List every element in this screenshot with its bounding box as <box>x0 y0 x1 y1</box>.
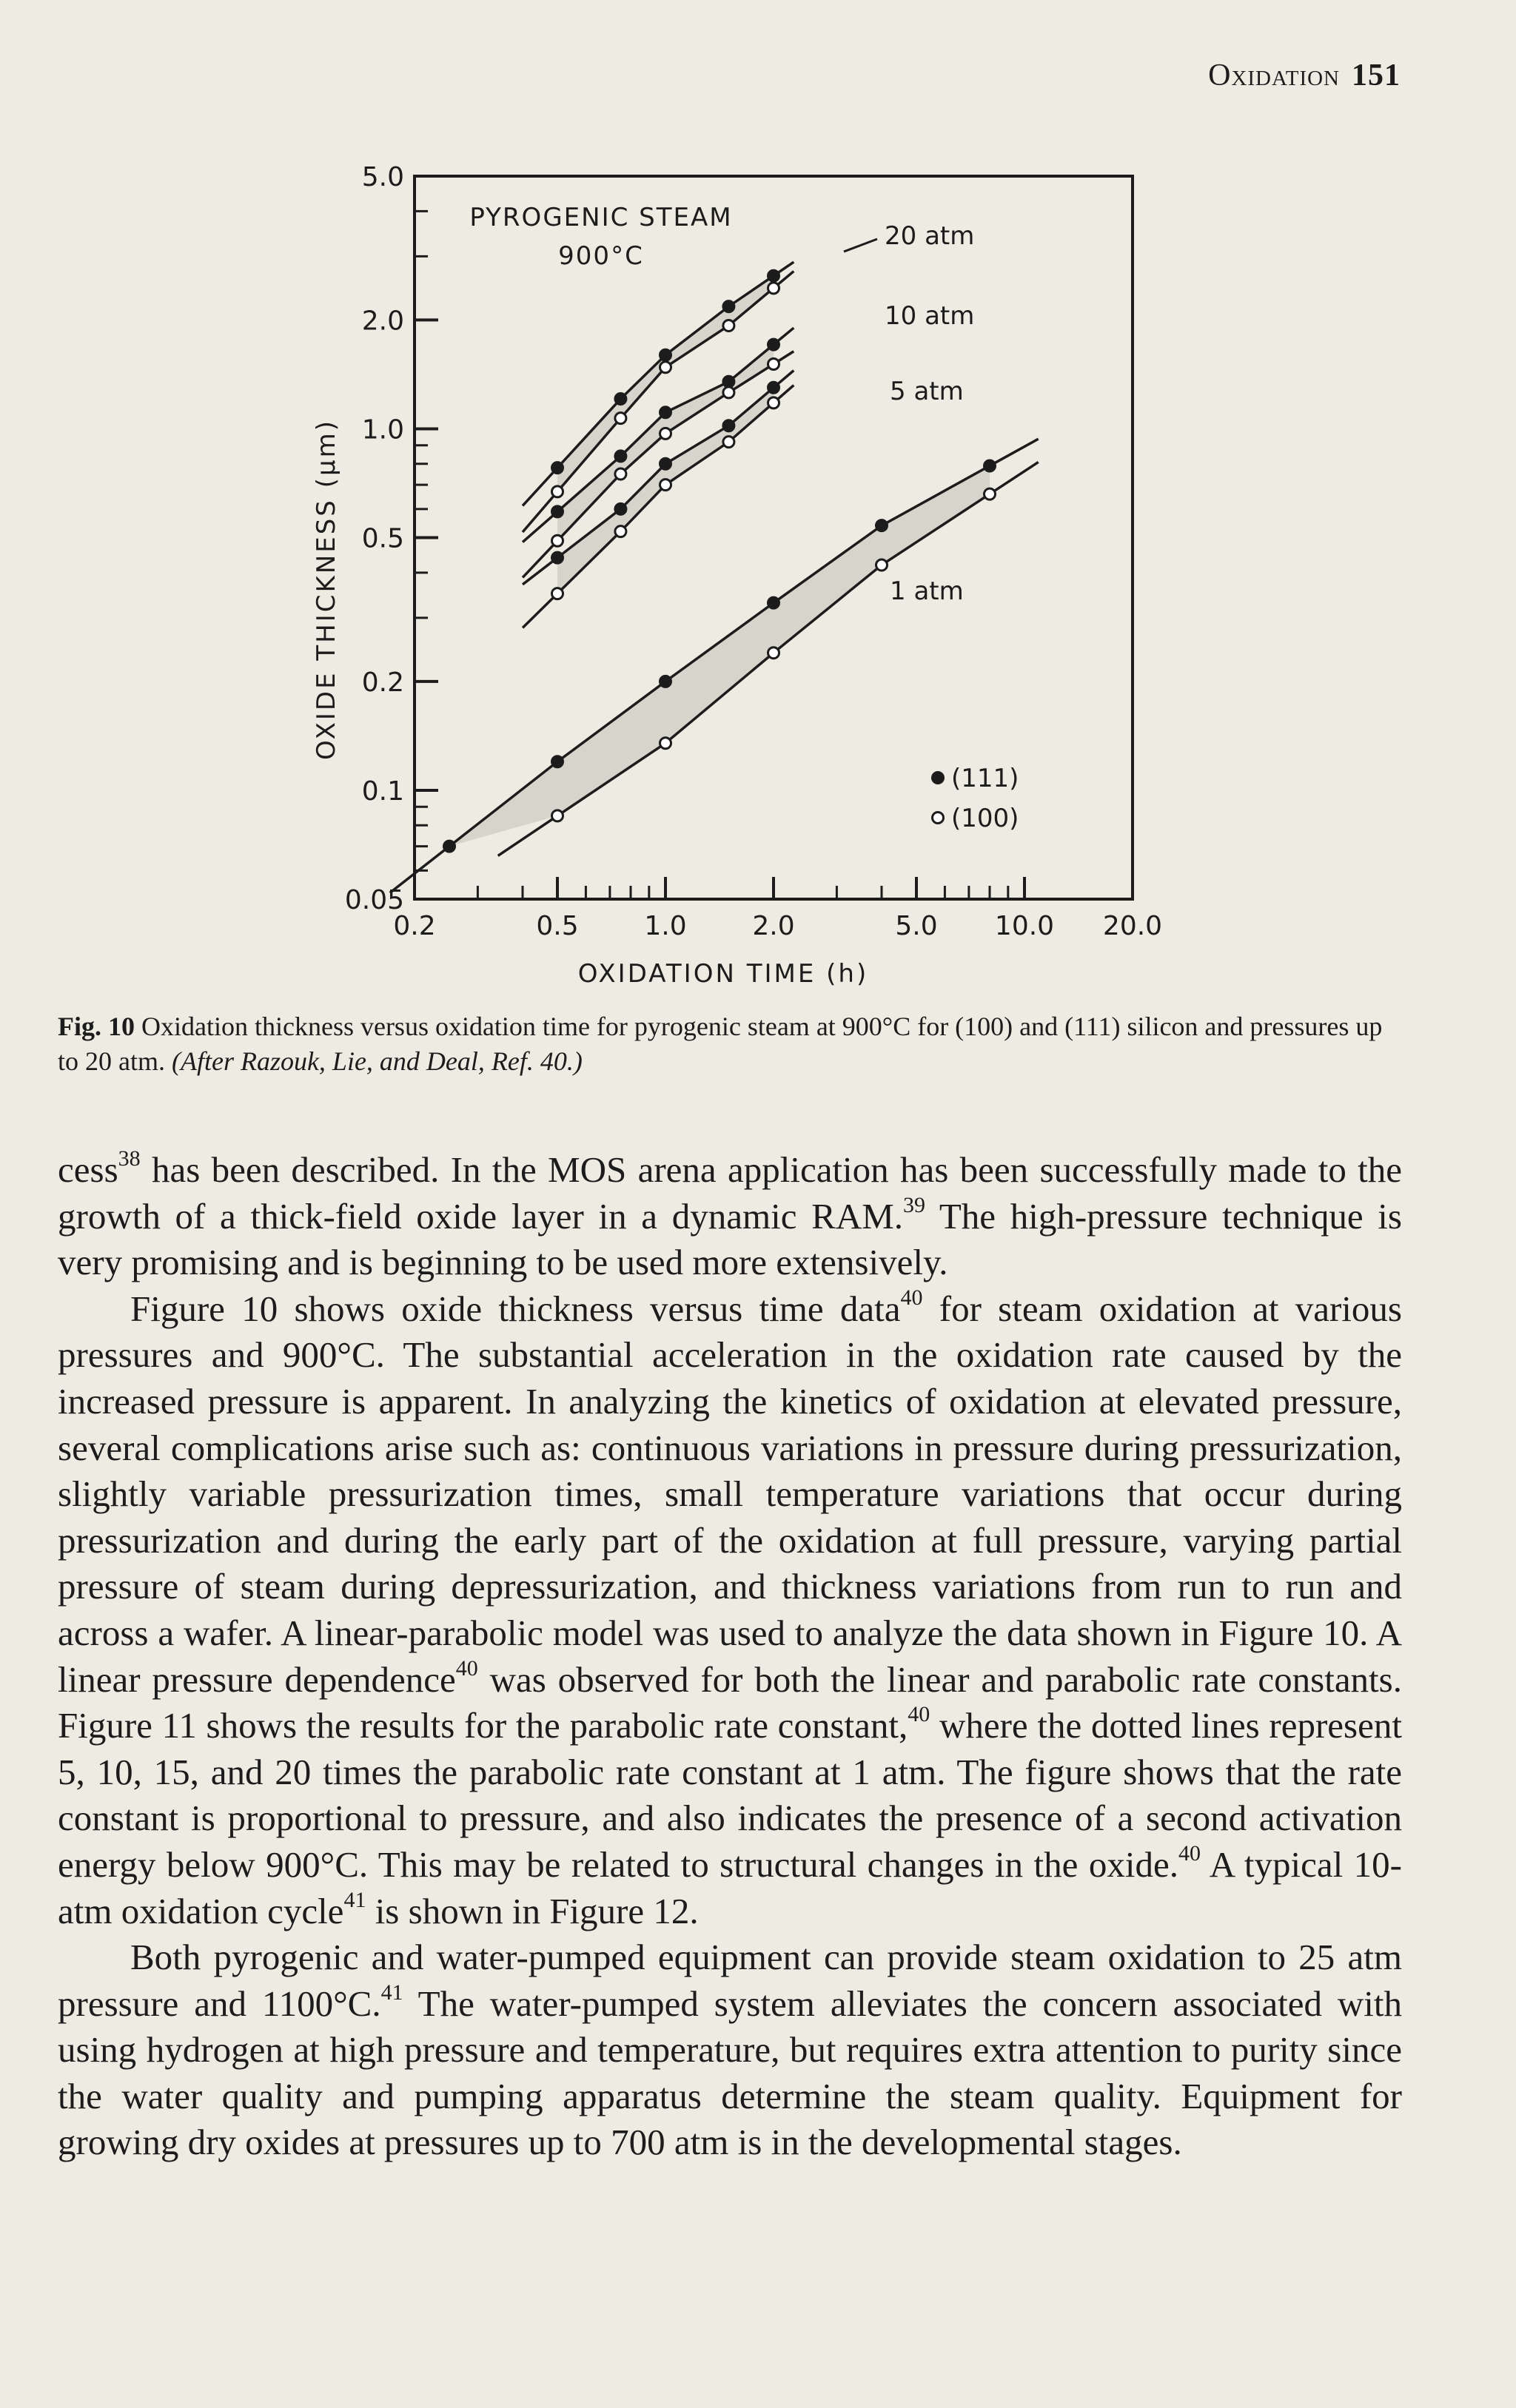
data-point-open <box>768 283 779 294</box>
data-point-filled <box>552 463 563 474</box>
data-point-filled <box>768 382 779 393</box>
y-tick-label: 0.05 <box>344 885 404 915</box>
y-tick-label: 2.0 <box>361 306 404 337</box>
x-tick-label: 0.5 <box>536 911 579 941</box>
series-label: 5 atm <box>890 377 964 406</box>
data-point-open <box>723 437 734 448</box>
x-tick-label: 0.2 <box>393 911 436 941</box>
y-axis-label: OXIDE THICKNESS (μm) <box>312 419 341 760</box>
text-run: was observed for both the linear and parabolic rate constants. Figure 11 shows the results for the parabolic rate constant, <box>58 1658 1402 1746</box>
legend-marker-filled <box>933 773 944 784</box>
text-run: A typical 10-atm oxidation cycle <box>58 1843 1402 1931</box>
data-point-open <box>660 738 671 749</box>
text-run: The water-pumped system alleviates the concern associated with using hydrogen at high pressure and temperature, but requires extra attention to purity since the water quality and pumping apparatus determine the steam quality. Equipment for growing dry oxides at pressures up to 700 atm is in the developmental stages. <box>58 1982 1403 2163</box>
text-run: has been described. In the MOS arena application has been successfully made to the growth of a thick-field oxide layer in a dynamic RAM. <box>58 1149 1402 1237</box>
y-tick-label: 0.2 <box>361 667 404 698</box>
series-label: 20 atm <box>885 221 975 251</box>
data-point-open <box>615 526 626 537</box>
body-text <box>58 1147 1402 2166</box>
reference-sup: 41 <box>380 1980 403 2005</box>
data-point-filled <box>552 552 563 563</box>
x-axis-label: OXIDATION TIME (h) <box>577 959 869 989</box>
legend-marker-open <box>933 813 944 824</box>
y-tick-label: 1.0 <box>361 414 404 445</box>
data-point-open <box>768 397 779 408</box>
data-point-open <box>768 359 779 370</box>
data-point-filled <box>768 597 779 608</box>
data-point-open <box>615 468 626 480</box>
data-point-filled <box>876 520 887 531</box>
legend-label: (111) <box>951 764 1019 793</box>
caption-text: Oxidation thickness versus oxidation time for pyrogenic steam at 900°C for (100) and (111) silicon and pressures up to 20 atm. <box>58 1012 1383 1076</box>
reference-sup: 40 <box>908 1702 930 1727</box>
y-tick-label: 0.5 <box>361 523 404 554</box>
legend-label: (100) <box>951 804 1019 833</box>
data-point-filled <box>723 420 734 431</box>
data-point-open <box>723 387 734 398</box>
reference-sup: 39 <box>903 1192 926 1217</box>
data-point-filled <box>984 460 995 471</box>
data-point-open <box>984 488 995 500</box>
x-tick-label: 10.0 <box>994 911 1055 941</box>
data-points <box>444 270 996 852</box>
data-point-open <box>660 428 671 439</box>
data-point-filled <box>768 270 779 281</box>
text-run: where the dotted lines represent 5, 10, 15, and 20 times the parabolic rate constant at 1 atm. The figure shows that the rate constant is proportional to pressure, and also indicates the presence of a second activation energy below 900°C. This may be related to structural changes in the oxide. <box>58 1705 1402 1885</box>
data-point-open <box>552 535 563 546</box>
reference-sup: 41 <box>343 1887 366 1912</box>
text-run: is shown in Figure 12. <box>366 1890 699 1931</box>
paragraph-2 <box>58 1286 1402 1934</box>
data-point-open <box>660 362 671 373</box>
x-tick-label: 20.0 <box>1102 911 1163 941</box>
caption-label: Fig. 10 <box>58 1012 135 1041</box>
data-point-open <box>552 486 563 497</box>
paragraph-3 <box>58 1934 1402 2166</box>
data-point-open <box>552 588 563 599</box>
data-point-filled <box>660 458 671 469</box>
oxide-thickness-chart <box>281 155 1214 992</box>
text-run: The high-pressure technique is very promising and is beginning to be used more extensively. <box>58 1195 1402 1283</box>
x-tick-label: 2.0 <box>752 911 795 941</box>
data-point-open <box>660 480 671 491</box>
data-point-open <box>723 320 734 331</box>
text-run: Figure 10 shows oxide thickness versus time data <box>130 1288 901 1329</box>
running-head <box>1208 58 1401 93</box>
data-point-filled <box>660 676 671 687</box>
series-label-leader <box>844 239 877 252</box>
reference-sup: 40 <box>1178 1840 1201 1866</box>
series-bands <box>449 276 990 847</box>
x-tick-label: 5.0 <box>895 911 938 941</box>
figure-caption <box>58 1009 1399 1079</box>
paragraph-1 <box>58 1147 1402 1286</box>
inset-title: PYROGENIC STEAM <box>469 203 733 232</box>
reference-sup: 38 <box>118 1146 141 1171</box>
running-title: Oxidation <box>1208 58 1340 93</box>
data-point-filled <box>660 349 671 360</box>
data-point-filled <box>552 756 563 767</box>
y-tick-label: 0.1 <box>361 776 404 807</box>
y-tick-label: 5.0 <box>361 162 404 192</box>
text-run: for steam oxidation at various pressures and 900°C. The substantial acceleration in the oxidation rate caused by the increased pressure is apparent. In analyzing the kinetics of oxidation at elevated pressure, several complications arise such as: continuous variations in pressure during pressurization, slightly variable pressurization times, small temperature variations that occur during pressurization and during the early part of the oxidation at full pressure, varying partial pressure of steam during depressurization, and thickness variations from run to run and across a wafer. A linear-parabolic model was used to analyze the data shown in Figure 10. A linear pressure dependence <box>58 1288 1402 1700</box>
data-point-filled <box>768 339 779 350</box>
data-point-filled <box>660 407 671 418</box>
data-point-open <box>876 559 887 571</box>
caption-credit: (After Razouk, Lie, and Deal, Ref. 40.) <box>171 1046 583 1076</box>
inset-title: 900°C <box>558 241 644 271</box>
data-point-filled <box>615 451 626 462</box>
data-point-open <box>615 413 626 424</box>
data-point-filled <box>552 506 563 517</box>
chart-labels <box>312 162 1162 989</box>
reference-sup: 40 <box>455 1655 478 1681</box>
data-point-filled <box>723 376 734 387</box>
data-point-filled <box>615 503 626 514</box>
x-tick-label: 1.0 <box>644 911 687 941</box>
series-label: 1 atm <box>890 576 964 606</box>
data-point-filled <box>444 841 455 852</box>
data-point-filled <box>723 301 734 312</box>
text-run: cess <box>58 1149 118 1190</box>
text-run: Both pyrogenic and water-pumped equipment can provide steam oxidation to 25 atm pressure and 1100°C. <box>58 1937 1402 2024</box>
page-number: 151 <box>1352 58 1401 93</box>
data-point-filled <box>615 394 626 405</box>
data-point-open <box>768 648 779 659</box>
data-point-open <box>552 810 563 821</box>
series-label: 10 atm <box>885 301 975 331</box>
reference-sup: 40 <box>900 1285 923 1310</box>
